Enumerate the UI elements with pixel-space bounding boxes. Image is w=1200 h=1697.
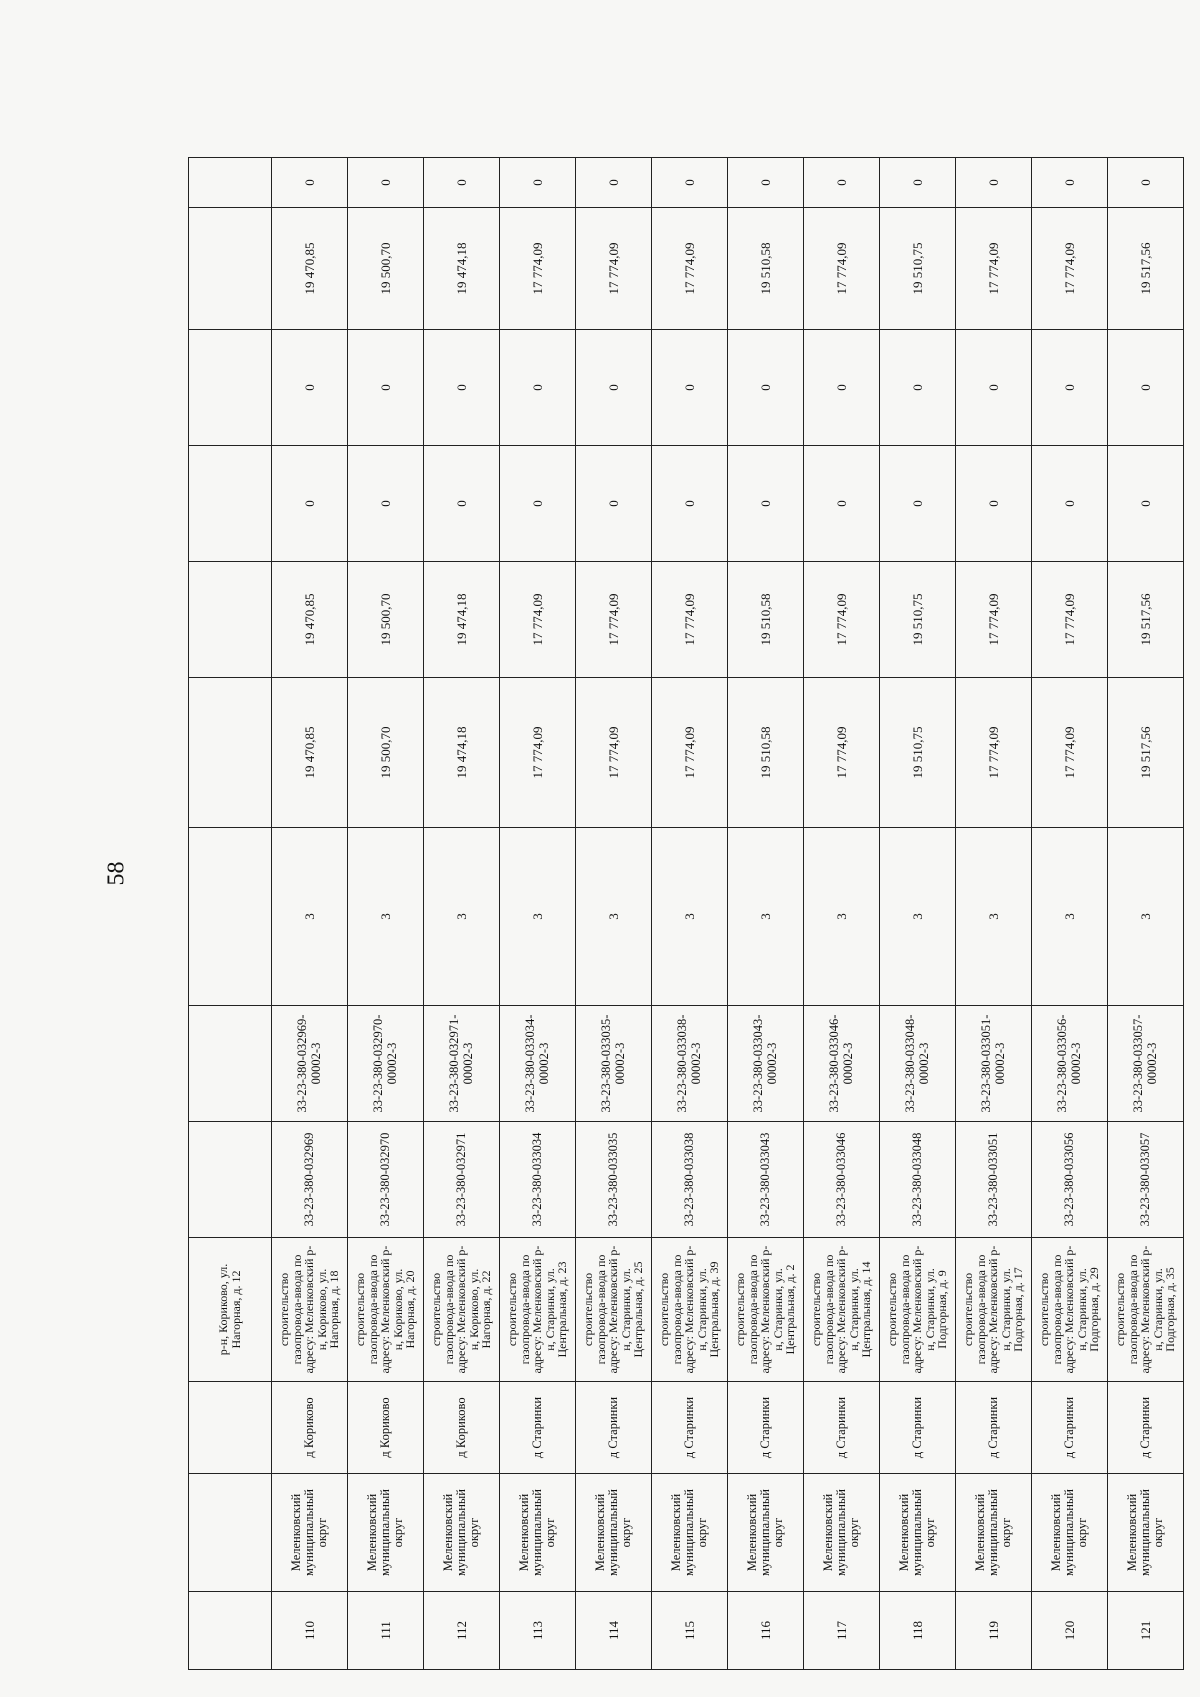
cell-value-3: 0	[1108, 446, 1184, 562]
cell-category: 3	[804, 828, 880, 1006]
cell-code	[189, 1006, 272, 1122]
cell-value-5: 19 474,18	[424, 208, 500, 330]
cell-name: строительство газопровода-ввода по адресу: Меленковский р-н, Старинки, ул. Подгорная, д. 29	[1032, 1238, 1108, 1382]
cell-category: 3	[1032, 828, 1108, 1006]
cell-value-6: 0	[652, 158, 728, 208]
cell-category: 3	[880, 828, 956, 1006]
cell-value-5	[189, 208, 272, 330]
cell-value-6: 0	[576, 158, 652, 208]
cell-value-2: 17 774,09	[1032, 562, 1108, 678]
cell-value-6: 0	[272, 158, 348, 208]
cell-cadastral: 33-23-380-033034	[500, 1122, 576, 1238]
table-row	[576, 158, 652, 1670]
cell-district: Меленковский муниципальный округ	[880, 1474, 956, 1592]
cell-district	[189, 1474, 272, 1592]
cell-district: Меленковский муниципальный округ	[1032, 1474, 1108, 1592]
cell-settlement	[189, 1382, 272, 1474]
cell-name: строительство газопровода-ввода по адресу: Меленковский р-н, Старинки, ул. Центральная, д. 2	[728, 1238, 804, 1382]
cell-no: 112	[424, 1592, 500, 1670]
cell-district: Меленковский муниципальный округ	[652, 1474, 728, 1592]
cell-category: 3	[576, 828, 652, 1006]
cell-category: 3	[728, 828, 804, 1006]
cell-value-1: 19 474,18	[424, 678, 500, 828]
cell-district: Меленковский муниципальный округ	[804, 1474, 880, 1592]
table-row	[1108, 158, 1184, 1670]
table-row	[348, 158, 424, 1670]
table-row	[424, 158, 500, 1670]
cell-code: 33-23-380-033056-00002-3	[1032, 1006, 1108, 1122]
cell-value-3: 0	[576, 446, 652, 562]
table-body	[189, 158, 1184, 1670]
cell-value-3: 0	[956, 446, 1032, 562]
cell-cadastral: 33-23-380-032970	[348, 1122, 424, 1238]
cell-value-5: 19 510,75	[880, 208, 956, 330]
cell-value-6: 0	[728, 158, 804, 208]
cell-name: строительство газопровода-ввода по адресу: Меленковский р-н, Старинки, ул. Центральная, д. 39	[652, 1238, 728, 1382]
cell-settlement: д Кориково	[348, 1382, 424, 1474]
cell-value-3: 0	[652, 446, 728, 562]
cell-cadastral: 33-23-380-033038	[652, 1122, 728, 1238]
cell-value-3: 0	[348, 446, 424, 562]
cell-district: Меленковский муниципальный округ	[272, 1474, 348, 1592]
cell-district: Меленковский муниципальный округ	[576, 1474, 652, 1592]
table-row	[804, 158, 880, 1670]
cell-name: строительство газопровода-ввода по адресу: Меленковский р-н, Старинки, ул. Центральная, д. 23	[500, 1238, 576, 1382]
cell-value-3: 0	[880, 446, 956, 562]
cell-cadastral: 33-23-380-033056	[1032, 1122, 1108, 1238]
cell-settlement: д Старинки	[652, 1382, 728, 1474]
cell-district: Меленковский муниципальный округ	[424, 1474, 500, 1592]
cell-value-6: 0	[1108, 158, 1184, 208]
cell-code: 33-23-380-032971-00002-3	[424, 1006, 500, 1122]
cell-code: 33-23-380-033046-00002-3	[804, 1006, 880, 1122]
cell-value-2: 17 774,09	[804, 562, 880, 678]
cell-value-3: 0	[500, 446, 576, 562]
cell-cadastral	[189, 1122, 272, 1238]
cell-value-2: 19 517,56	[1108, 562, 1184, 678]
cell-code: 33-23-380-033035-00002-3	[576, 1006, 652, 1122]
cell-value-2: 17 774,09	[500, 562, 576, 678]
cell-district: Меленковский муниципальный округ	[1108, 1474, 1184, 1592]
cell-value-4: 0	[880, 330, 956, 446]
cell-cadastral: 33-23-380-033057	[1108, 1122, 1184, 1238]
cell-name: строительство газопровода-ввода по адресу: Меленковский р-н, Старинки, ул. Центральная, д. 25	[576, 1238, 652, 1382]
cell-settlement: д Старинки	[1108, 1382, 1184, 1474]
cell-category: 3	[1108, 828, 1184, 1006]
cell-settlement: д Старинки	[576, 1382, 652, 1474]
cell-name: строительство газопровода-ввода по адресу: Меленковский р-н, Старинки, ул. Подгорная, д. 17	[956, 1238, 1032, 1382]
cell-value-6: 0	[956, 158, 1032, 208]
cell-value-4: 0	[576, 330, 652, 446]
cell-value-4: 0	[956, 330, 1032, 446]
cell-value-4: 0	[652, 330, 728, 446]
cell-value-1: 17 774,09	[1032, 678, 1108, 828]
cell-value-6: 0	[1032, 158, 1108, 208]
cell-value-4: 0	[272, 330, 348, 446]
cell-no: 117	[804, 1592, 880, 1670]
cell-value-4: 0	[1108, 330, 1184, 446]
cell-name: строительство газопровода-ввода по адресу: Меленковский р-н, Старинки, ул. Центральная, д. 14	[804, 1238, 880, 1382]
cell-name: строительство газопровода-ввода по адресу: Меленковский р-н, Старинки, ул. Подгорная, д. 9	[880, 1238, 956, 1382]
cell-cadastral: 33-23-380-033048	[880, 1122, 956, 1238]
data-table	[188, 157, 1184, 1670]
cell-value-3	[189, 446, 272, 562]
cell-code: 33-23-380-033057-00002-3	[1108, 1006, 1184, 1122]
cell-value-6: 0	[804, 158, 880, 208]
cell-no: 110	[272, 1592, 348, 1670]
cell-value-2: 17 774,09	[956, 562, 1032, 678]
cell-settlement: д Старинки	[500, 1382, 576, 1474]
cell-district: Меленковский муниципальный округ	[956, 1474, 1032, 1592]
cell-no: 121	[1108, 1592, 1184, 1670]
table-row-continuation	[189, 158, 272, 1670]
page-number: 58	[103, 861, 130, 886]
table-row	[1032, 158, 1108, 1670]
cell-value-3: 0	[728, 446, 804, 562]
cell-value-2: 17 774,09	[576, 562, 652, 678]
cell-value-5: 19 500,70	[348, 208, 424, 330]
cell-code: 33-23-380-033038-00002-3	[652, 1006, 728, 1122]
cell-value-3: 0	[272, 446, 348, 562]
cell-value-1: 19 470,85	[272, 678, 348, 828]
cell-name: строительство газопровода-ввода по адресу: Меленковский р-н, Кориково, ул. Нагорная, д. 22	[424, 1238, 500, 1382]
cell-value-1: 17 774,09	[956, 678, 1032, 828]
cell-settlement: д Старинки	[728, 1382, 804, 1474]
cell-cadastral: 33-23-380-033035	[576, 1122, 652, 1238]
cell-district: Меленковский муниципальный округ	[500, 1474, 576, 1592]
cell-no: 119	[956, 1592, 1032, 1670]
cell-value-6: 0	[348, 158, 424, 208]
cell-value-2: 19 470,85	[272, 562, 348, 678]
cell-value-5: 17 774,09	[500, 208, 576, 330]
cell-category: 3	[500, 828, 576, 1006]
cell-category: 3	[956, 828, 1032, 1006]
cell-value-1: 19 517,56	[1108, 678, 1184, 828]
cell-cadastral: 33-23-380-032971	[424, 1122, 500, 1238]
cell-value-5: 17 774,09	[804, 208, 880, 330]
rotated-table-container	[188, 158, 1178, 1670]
table-row	[956, 158, 1032, 1670]
cell-settlement: д Кориково	[272, 1382, 348, 1474]
cell-cadastral: 33-23-380-032969	[272, 1122, 348, 1238]
cell-value-1	[189, 678, 272, 828]
cell-no: 116	[728, 1592, 804, 1670]
cell-no: 120	[1032, 1592, 1108, 1670]
cell-value-4	[189, 330, 272, 446]
cell-value-4: 0	[500, 330, 576, 446]
cell-value-1: 17 774,09	[652, 678, 728, 828]
cell-value-1: 19 510,75	[880, 678, 956, 828]
cell-category	[189, 828, 272, 1006]
cell-value-5: 17 774,09	[1032, 208, 1108, 330]
cell-settlement: д Старинки	[880, 1382, 956, 1474]
cell-value-1: 17 774,09	[804, 678, 880, 828]
cell-category: 3	[652, 828, 728, 1006]
cell-value-2: 19 474,18	[424, 562, 500, 678]
cell-value-3: 0	[804, 446, 880, 562]
cell-district: Меленковский муниципальный округ	[728, 1474, 804, 1592]
cell-no: 113	[500, 1592, 576, 1670]
cell-name: строительство газопровода-ввода по адресу: Меленковский р-н, Кориково, ул. Нагорная, д. 20	[348, 1238, 424, 1382]
cell-value-6	[189, 158, 272, 208]
cell-category: 3	[348, 828, 424, 1006]
table-row	[880, 158, 956, 1670]
cell-value-6: 0	[880, 158, 956, 208]
cell-settlement: д Старинки	[956, 1382, 1032, 1474]
table-row	[728, 158, 804, 1670]
cell-name: строительство газопровода-ввода по адресу: Меленковский р-н, Старинки, ул. Подгорная, д. 35	[1108, 1238, 1184, 1382]
table-row	[500, 158, 576, 1670]
cell-category: 3	[272, 828, 348, 1006]
cell-value-2: 19 510,75	[880, 562, 956, 678]
cell-settlement: д Кориково	[424, 1382, 500, 1474]
cell-value-3: 0	[424, 446, 500, 562]
cell-settlement: д Старинки	[1032, 1382, 1108, 1474]
cell-value-1: 17 774,09	[500, 678, 576, 828]
cell-no: 111	[348, 1592, 424, 1670]
cell-value-1: 19 500,70	[348, 678, 424, 828]
cell-value-5: 17 774,09	[652, 208, 728, 330]
cell-value-4: 0	[804, 330, 880, 446]
cell-value-4: 0	[728, 330, 804, 446]
cell-cadastral: 33-23-380-033043	[728, 1122, 804, 1238]
cell-code: 33-23-380-033051-00002-3	[956, 1006, 1032, 1122]
cell-value-5: 19 510,58	[728, 208, 804, 330]
cell-category: 3	[424, 828, 500, 1006]
cell-no: 115	[652, 1592, 728, 1670]
cell-code: 33-23-380-033034-00002-3	[500, 1006, 576, 1122]
cell-value-5: 17 774,09	[956, 208, 1032, 330]
cell-value-2	[189, 562, 272, 678]
cell-value-3: 0	[1032, 446, 1108, 562]
cell-value-4: 0	[348, 330, 424, 446]
cell-value-1: 19 510,58	[728, 678, 804, 828]
cell-no	[189, 1592, 272, 1670]
cell-value-5: 19 517,56	[1108, 208, 1184, 330]
cell-code: 33-23-380-033043-00002-3	[728, 1006, 804, 1122]
cell-value-1: 17 774,09	[576, 678, 652, 828]
cell-value-2: 17 774,09	[652, 562, 728, 678]
cell-name: р-н, Кориково, ул. Нагорная, д. 12	[189, 1238, 272, 1382]
cell-code: 33-23-380-032970-00002-3	[348, 1006, 424, 1122]
cell-district: Меленковский муниципальный округ	[348, 1474, 424, 1592]
cell-code: 33-23-380-032969-00002-3	[272, 1006, 348, 1122]
cell-name: строительство газопровода-ввода по адресу: Меленковский р-н, Кориково, ул. Нагорная, д. 18	[272, 1238, 348, 1382]
cell-value-2: 19 500,70	[348, 562, 424, 678]
cell-code: 33-23-380-033048-00002-3	[880, 1006, 956, 1122]
cell-settlement: д Старинки	[804, 1382, 880, 1474]
table-row	[272, 158, 348, 1670]
cell-value-5: 17 774,09	[576, 208, 652, 330]
cell-value-5: 19 470,85	[272, 208, 348, 330]
cell-value-4: 0	[1032, 330, 1108, 446]
cell-cadastral: 33-23-380-033046	[804, 1122, 880, 1238]
cell-value-4: 0	[424, 330, 500, 446]
cell-value-2: 19 510,58	[728, 562, 804, 678]
cell-value-6: 0	[424, 158, 500, 208]
cell-no: 118	[880, 1592, 956, 1670]
cell-no: 114	[576, 1592, 652, 1670]
table-row	[652, 158, 728, 1670]
cell-cadastral: 33-23-380-033051	[956, 1122, 1032, 1238]
cell-value-6: 0	[500, 158, 576, 208]
